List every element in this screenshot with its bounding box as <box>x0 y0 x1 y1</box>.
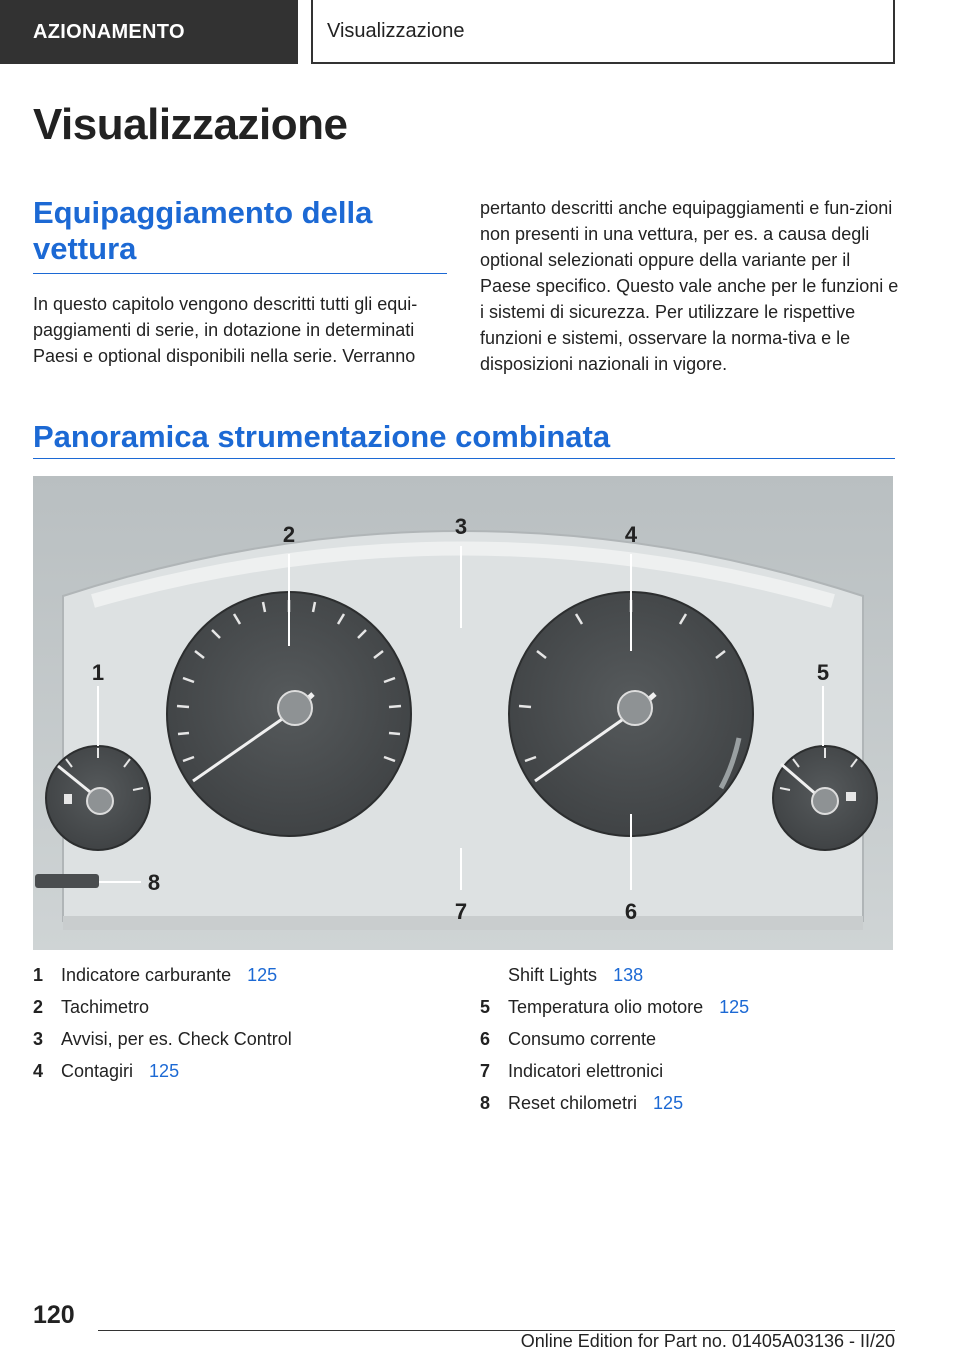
page-title: Visualizzazione <box>33 100 348 149</box>
legend-number: 6 <box>480 1029 491 1049</box>
legend-number: 7 <box>480 1061 491 1081</box>
callout-8: 8 <box>147 870 161 895</box>
section-title-vehicle-equipment: Equipaggiamento della vettura <box>33 195 447 274</box>
callout-3: 3 <box>454 514 468 539</box>
legend-page-link[interactable]: 125 <box>247 965 278 985</box>
legend-item <box>480 959 749 991</box>
callout-6: 6 <box>624 899 638 924</box>
legend-number: 3 <box>33 1029 44 1049</box>
legend-number: 2 <box>33 997 44 1017</box>
legend-left <box>33 959 292 1087</box>
trip-reset-button-graphic <box>35 874 99 888</box>
legend-page-link[interactable]: 125 <box>653 1093 684 1113</box>
legend-item <box>480 991 749 1023</box>
callout-5: 5 <box>816 660 830 685</box>
legend-item <box>33 991 292 1023</box>
legend-label: Avvisi, per es. Check Control <box>61 1029 292 1049</box>
legend-item <box>480 1087 749 1119</box>
callout-1: 1 <box>91 660 105 685</box>
legend-label: Tachimetro <box>61 997 150 1017</box>
legend-number: 4 <box>33 1061 44 1081</box>
callout-2: 2 <box>282 522 296 547</box>
legend-label: Consumo corrente <box>508 1029 657 1049</box>
legend-item <box>33 1055 292 1087</box>
legend-label: Reset chilometri <box>508 1093 638 1113</box>
footer-edition: Online Edition for Part no. 01405A03136 - II/20 <box>520 1331 895 1351</box>
legend-label: Indicatori elettronici <box>508 1061 664 1081</box>
fuel-pump-icon <box>64 794 72 804</box>
paragraph-right: pertanto descritti anche equipaggiamenti e fun-zioni non presenti in una vettura, per es. a causa degli optional selezionati oppure della variante per il Paese specifico. Questo vale anche per le funzioni e i sistemi di sicurezza. Per utilizzare le rispettive funzioni e sistemi, osservare la norma-tiva e le disposizioni nazionali in vigore. <box>480 198 899 374</box>
paragraph-left: In questo capitolo vengono descritti tutti gli equi-paggiamenti di serie, in dotazione in determinati Paesi e optional disponibili nella serie. Verranno <box>33 294 418 366</box>
legend-item <box>480 1023 749 1055</box>
legend-number: 8 <box>480 1093 491 1113</box>
legend-number: 5 <box>480 997 491 1017</box>
legend-item <box>480 1055 749 1087</box>
section-title-instrument-cluster: Panoramica strumentazione combinata <box>33 418 895 459</box>
page-number: 120 <box>33 1301 75 1329</box>
legend-page-link[interactable]: 138 <box>613 965 644 985</box>
legend-label: Shift Lights <box>508 965 598 985</box>
legend-label: Temperatura olio motore <box>508 997 704 1017</box>
legend-right <box>480 959 749 1119</box>
legend-label: Contagiri <box>61 1061 134 1081</box>
callout-7: 7 <box>454 899 468 924</box>
header-section-label: AZIONAMENTO <box>0 0 298 64</box>
legend-item <box>33 1023 292 1055</box>
legend-page-link[interactable]: 125 <box>149 1061 180 1081</box>
legend-page-link[interactable]: 125 <box>719 997 750 1017</box>
instrument-cluster-illustration <box>33 476 893 950</box>
callout-4: 4 <box>624 522 638 547</box>
oil-can-icon <box>846 792 856 801</box>
legend-item <box>33 959 292 991</box>
header-page-name: Visualizzazione <box>311 0 895 64</box>
legend-label: Indicatore carburante <box>61 965 232 985</box>
legend-number: 1 <box>33 965 44 985</box>
